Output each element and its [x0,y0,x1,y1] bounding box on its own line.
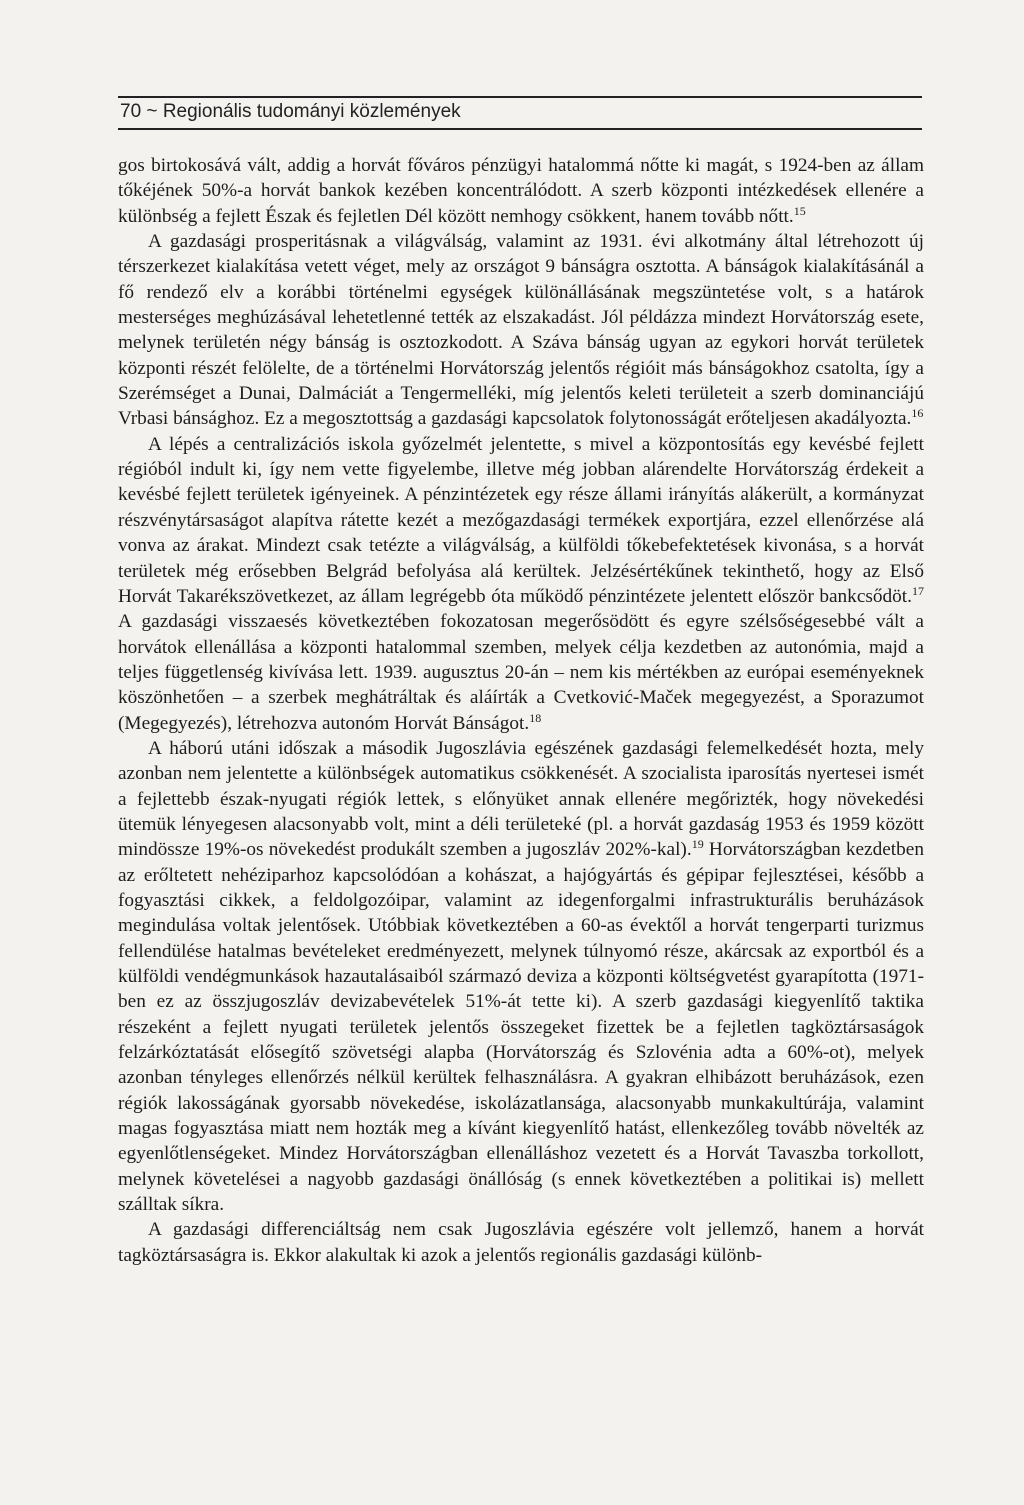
paragraph-text: A gazdasági differenciáltság nem csak Jugoszlávia egészére volt jellemző, hanem a horvát tagköztársaságra is. Ekkor alakultak ki azok a jelentős regionális gazdasági különb- [118,1219,924,1266]
footnote-ref: 19 [691,837,704,852]
footnote-ref: 18 [529,710,542,725]
body-text [118,153,924,1268]
paragraph-text: A háború utáni időszak a második Jugoszlávia egészének gazdasági felemelkedését hozta, mely azonban nem jelentette a különbségek automatikus csökkenését. A szocialista iparosítás nyertesei ismét a fejlettebb észak-nyugati régiók lettek, s előnyüket annak ellenére megőrizték, hogy növekedési ütemük lényegesen alacsonyabb volt, mint a déli területeké (pl. a horvát gazdaság 1953 és 1959 között mindössze 19%-os növekedést produkált szemben a jugoszláv 202%-kal). [118,737,924,861]
paragraph-text: A gazdasági visszaesés következtében fokozatosan megerősödött és egyre szélsőségesebbé vált a horvátok ellenállása a központi hatalommal szemben, melyek célja kezdetben az autonómia, majd a teljes függetlenség kivívása lett. 1939. augusztus 20-án – nem kis mértékben az európai eseményeknek köszönhetően – a szerbek meghátráltak és aláírták a Cvetković-Maček megegyezést, a Sporazumot (Megegyezés), létrehozva autonóm Horvát Bánságot. [118,611,924,734]
paragraph-text: Horvátországban kezdetben az erőltetett nehéziparhoz kapcsolódóan a kohászat, a hajógyártás és gépipar fejlesztései, később a fogyasztási cikkek, a feldolgozóipar, valamint az idegenforgalmi infrastrukturális beruházások megindulása voltak jelentősek. Utóbbiak következtében a 60-as évektől a horvát tengerparti turizmus fellendülése hatalmas bevételeket eredményezett, melynek túlnyomó része, akárcsak az exportból és a külföldi vendégmunkások hazautalásaiból származó deviza a központi költségvetést gyarapította (1971-ben ez az összjugoszláv devizabevételek 51%-át tette ki). A szerb gazdasági kiegyenlítő taktika részeként a fejlett nyugati területek jelentős összegeket fizettek be a fejletlen tagköztársaságok felzárkóztatását elősegítő szövetségi alapba (Horvátország és Szlovénia adta a 60%-ot), melyek azonban tényleges ellenőrzés nélkül kerültek felhasználásra. A gyakran elhibázott beruházások, ezen régiók lakosságának gyorsabb növekedése, iskolázatlansága, alacsonyabb munkakultúrája, valamint magas fogyasztása miatt nem hozták meg a kívánt kiegyenlítő hatást, ellenkezőleg tovább növelték az egyenlőtlenségeket. Mindez Horvátországban ellenálláshoz vezetett és a Horvát Tavaszba torkollott, melynek követelései a nagyobb gazdasági önállóság (s ennek következtében a politikai is) mellett szálltak síkra. [118,839,925,1216]
paragraph [118,229,924,432]
paragraph-text: A gazdasági prosperitásnak a világválság, valamint az 1931. évi alkotmány által létrehozott új térszerkezet kialakítása vetett véget, mely az országot 9 bánságra osztotta. A bánságok kialakításánál a fő rendező elv a korábbi történelmi egységek különállásának megszüntetése volt, s a határok mesterséges meghúzásával lehetetlenné tették az elszakadást. Jól példázza mindezt Horvátország esete, melynek területén négy bánság is osztozkodott. A Száva bánság ugyan az egykori horvát területek központi részét felölelte, de a történelmi Horvátország jelentős régióit más bánságokhoz csatolta, így a Szerémséget a Dunai, Dalmáciát a Tengermelléki, míg jelentős keleti területeit a szerb dominanciájú Vrbasi bánsághoz. Ez a megosztottság a gazdasági kapcsolatok folytonosságát erőteljesen akadályozta. [118,231,924,430]
footnote-ref: 16 [911,406,924,421]
running-title: Regionális tudományi közlemények [162,101,461,122]
paragraph [118,736,924,1218]
paragraph [118,1217,924,1268]
page-number: 70 [120,101,142,122]
footnote-ref: 15 [793,203,806,218]
running-header [118,96,922,130]
header-separator: ~ [146,101,158,122]
header-text [120,101,461,123]
footnote-ref: 17 [912,583,924,598]
paragraph [118,153,924,229]
paragraph [118,432,924,736]
paragraph-text: gos birtokosává vált, addig a horvát főváros pénzügyi hatalommá nőtte ki magát, s 1924-ben az állam tőkéjének 50%-a horvát bankok kezében koncentrálódott. A szerb központi intézkedések ellenére a különbség a fejlett Észak és fejletlen Dél között nemhogy csökkent, hanem tovább nőtt. [118,155,924,227]
paragraph-text: A lépés a centralizációs iskola győzelmét jelentette, s mivel a központosítás egy kevésbé fejlett régióból indult ki, így nem vette figyelembe, illetve még jobban alárendelte Horvátország érdekeit a kevésbé fejlett területek igényeinek. A pénzintézetek egy része állami irányítás alákerült, a kormányzat részvénytársaságot alapítva rátette kezét a mezőgazdasági termékek exportjára, ezzel ellenőrzése alá vonva az árakat. Mindezt csak tetézte a világválság, a külföldi tőkebefektetések kivonása, s a horvát területek még erősebben Belgrád befolyása alá kerültek. Jelzésértékűnek tekinthető, hogy az Első Horvát Takarékszövetkezet, az állam legrégebb óta működő pénzintézete jelentett először bankcsődöt. [118,433,924,607]
